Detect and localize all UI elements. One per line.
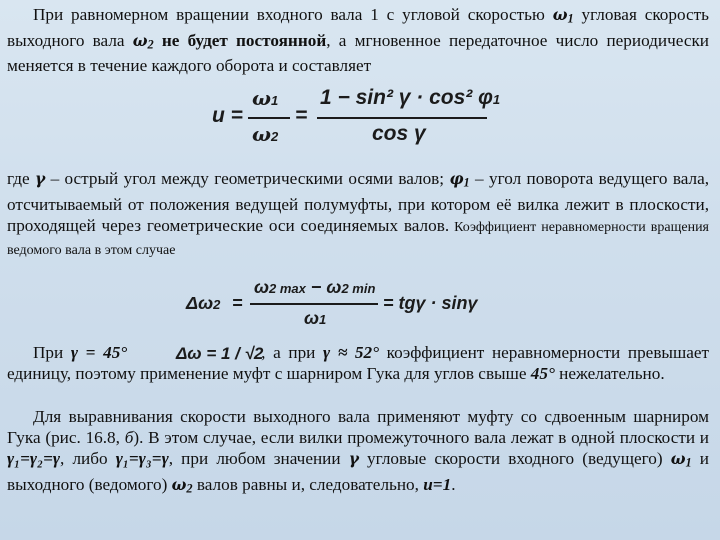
fraction-line — [317, 117, 487, 119]
subscript: 2 — [271, 129, 279, 144]
text: угловая скорость выходного вала — [7, 5, 709, 50]
text: – острый угол между геометрическими осями валов; — [45, 169, 450, 188]
subscript: 2 — [147, 37, 154, 52]
angle-equality: γ₁=γ₂=γ — [7, 449, 61, 468]
formula-rhs: = tgγ · sinγ — [383, 293, 478, 313]
text: . — [451, 474, 456, 494]
text: валов равны и, следовательно, — [192, 474, 424, 494]
paragraph-definitions — [7, 168, 709, 261]
equals-sign: = — [295, 104, 308, 127]
formula-rhs-numerator — [320, 86, 500, 110]
text: , при любом значении — [168, 449, 349, 468]
text: , а мгновенное передаточное число периодически меняется в течение каждого оборота и составляет — [7, 30, 709, 76]
fraction-line — [250, 303, 378, 305]
formula-denominator — [252, 122, 278, 147]
omega-symbol: ω — [252, 86, 272, 110]
subscript: 1 — [463, 175, 470, 190]
text: − — [305, 277, 327, 297]
formula-text: Δω = 1 / √2 — [176, 344, 264, 363]
subscript: 1 — [492, 92, 501, 107]
text: Коэффициент неравномерности вращения ведомого вала в этом случае — [7, 219, 709, 258]
angle-value: 45° — [530, 364, 555, 383]
text: При — [33, 343, 71, 362]
paragraph-double-joint — [7, 406, 709, 499]
angle-equality: γ₁=γ₃=γ — [115, 449, 169, 468]
subscript: 1 — [567, 11, 574, 26]
paragraph-angle-limits — [7, 342, 709, 384]
equals-sign: = — [232, 293, 243, 313]
fraction-line — [248, 117, 290, 119]
formula-inline-delta — [172, 340, 292, 370]
text: ω — [304, 308, 320, 328]
omega-symbol: ω — [252, 122, 272, 146]
subscript: 2 max — [269, 281, 306, 296]
text: ω — [326, 277, 342, 297]
paragraph-intro — [7, 4, 709, 76]
omega-symbol: ω — [132, 30, 148, 50]
subscript: 1 — [271, 93, 279, 108]
formula-numerator — [254, 277, 375, 298]
formula-irregularity-coefficient — [178, 275, 498, 337]
result-value: u=1 — [423, 474, 452, 494]
angle-condition: γ ≈ 52° — [323, 343, 379, 362]
text: где — [7, 169, 35, 188]
gamma-symbol: γ — [348, 449, 359, 468]
text: Для выравнивания скорости выходного вала применяют муфту со сдвоенным шарниром Гука (рис. 16.8, — [7, 407, 709, 447]
text: 1 − sin² γ · cos² φ — [320, 86, 493, 109]
subscript: 2 min — [341, 281, 376, 296]
phi-symbol: φ — [449, 169, 464, 188]
text: ω — [254, 277, 270, 297]
formula-transmission-ratio — [200, 80, 500, 155]
subscript: 2 — [213, 297, 221, 312]
formula-rhs-denominator: cos γ — [372, 122, 426, 145]
subscript: 1 — [685, 455, 692, 470]
formula-numerator — [252, 86, 278, 111]
text: нежелательно. — [554, 364, 665, 383]
formula-denominator — [304, 308, 326, 329]
subscript: 1 — [319, 312, 327, 327]
omega-symbol: ω — [171, 474, 187, 494]
text: – угол поворота ведущего вала, отсчитываемый от положения ведущей полумуфты, при котором её вилка лежит в плоскости, проходящей через геометрические оси соединяемых валов. — [7, 169, 709, 235]
gamma-symbol: γ — [34, 169, 46, 188]
omega-symbol: ω — [670, 449, 686, 468]
figure-letter: б — [124, 428, 134, 447]
text: , либо — [60, 449, 116, 468]
text: ). В этом случае, если вилки промежуточного вала лежат в одной плоскости и — [133, 428, 709, 447]
text: коэффициент неравномерности превышает единицу, поэтому применение муфт с шарниром Гука для углов свыше — [7, 343, 709, 383]
formula-lhs: u = — [212, 104, 243, 127]
omega-symbol: ω — [552, 5, 568, 24]
text: При равномерном вращении входного вала 1 с угловой скоростью — [33, 5, 553, 24]
text: и выходного (ведомого) — [7, 449, 709, 494]
bold-text: не будет постоянной — [153, 30, 327, 50]
text: Δω — [186, 293, 214, 313]
text: , а при — [261, 343, 324, 362]
text: угловые скорости входного (ведущего) — [358, 449, 671, 468]
subscript: 2 — [186, 481, 193, 496]
angle-condition: γ = 45° — [70, 343, 128, 362]
formula-lhs — [186, 293, 220, 314]
